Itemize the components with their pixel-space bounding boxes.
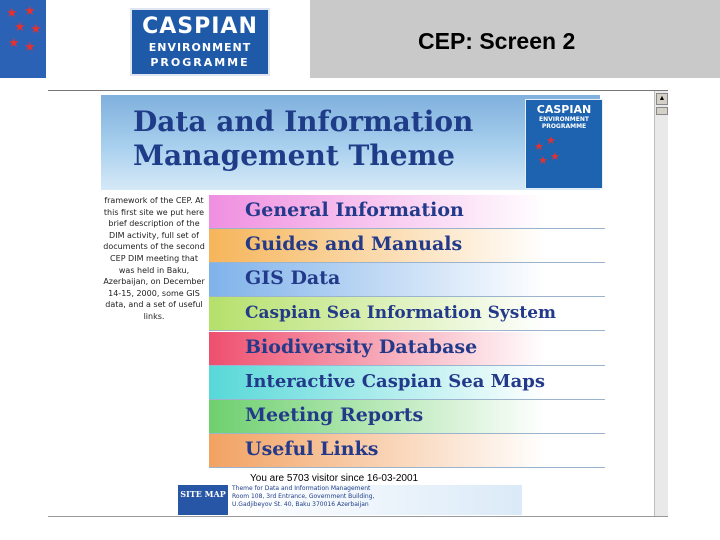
address-line: Room 108, 3rd Entrance, Government Building, [232,493,375,500]
slide-logo-area [0,0,311,78]
star-icon: ★ [538,155,548,167]
contact-address [232,485,522,515]
logo-line-3: PROGRAMME [150,56,250,69]
menu-item-interactive-caspian-sea-maps[interactable] [209,366,605,400]
star-icon: ★ [546,135,556,147]
intro-line: Azerbaijan, on December [103,277,205,287]
intro-line: links. [143,311,165,321]
page-banner [101,95,600,190]
banner-title [133,105,473,173]
menu-item-label: Caspian Sea Information System [245,303,557,323]
scroll-thumb[interactable] [656,107,668,115]
menu-item-caspian-sea-information-system[interactable] [209,297,605,331]
mini-cep-logo[interactable] [525,99,603,189]
menu-item-guides-and-manuals[interactable] [209,229,605,263]
menu-item-general-information[interactable] [209,195,605,229]
visitor-counter: You are 5703 visitor since 16-03-2001 [250,473,419,484]
menu-item-meeting-reports[interactable] [209,400,605,434]
intro-line: data, and a set of useful [105,300,203,310]
mini-logo-line-2: ENVIRONMENT [539,116,589,123]
site-map-label: SITE MAP [180,489,226,499]
menu-item-label: Interactive Caspian Sea Maps [245,371,545,392]
menu-item-label: Guides and Manuals [245,233,463,255]
menu-item-gis-data[interactable] [209,263,605,297]
intro-line: was held in Baku, [118,265,190,275]
menu-item-label: General Information [245,199,464,221]
intro-text [102,195,206,323]
address-line: Theme for Data and Information Management [232,485,371,492]
intro-line: 14-15, 2000, some GIS [108,288,200,298]
intro-line: CEP DIM meeting that [110,253,198,263]
menu-item-biodiversity-database[interactable] [209,332,605,366]
mini-logo-line-3: PROGRAMME [541,123,587,130]
stars-emblem-icon: ★ ★ ★ ★ ★ ★ [0,0,46,78]
menu-item-label: Biodiversity Database [245,336,478,358]
menu-item-label: Meeting Reports [245,404,424,426]
browser-window [48,90,668,517]
menu-item-label: GIS Data [245,267,341,289]
logo-line-2: ENVIRONMENT [148,41,252,54]
cep-logo [130,8,270,76]
site-map-button[interactable] [178,485,228,515]
banner-title-line-1: Data and Information [133,105,474,138]
intro-line: framework of the CEP. At [104,196,204,205]
star-icon: ★ [534,141,544,153]
vertical-scrollbar[interactable] [654,91,668,516]
intro-line: documents of the second [103,242,205,252]
mini-logo-line-1: CASPIAN [536,103,592,116]
intro-line: brief description of the [108,219,200,229]
intro-line: DIM activity, full set of [109,230,199,240]
scroll-up-arrow-icon[interactable]: ▲ [656,93,668,105]
banner-title-line-2: Management Theme [133,139,455,172]
address-line: U.Gadjibeyov St. 40, Baku 370016 Azerbaijan [232,501,369,508]
intro-line: this first site we put here [103,207,205,217]
star-icon: ★ [550,151,560,163]
logo-line-1: CASPIAN [142,14,258,39]
menu-item-useful-links[interactable] [209,434,605,468]
menu-item-label: Useful Links [245,438,379,460]
slide-title: CEP: Screen 2 [418,28,576,54]
